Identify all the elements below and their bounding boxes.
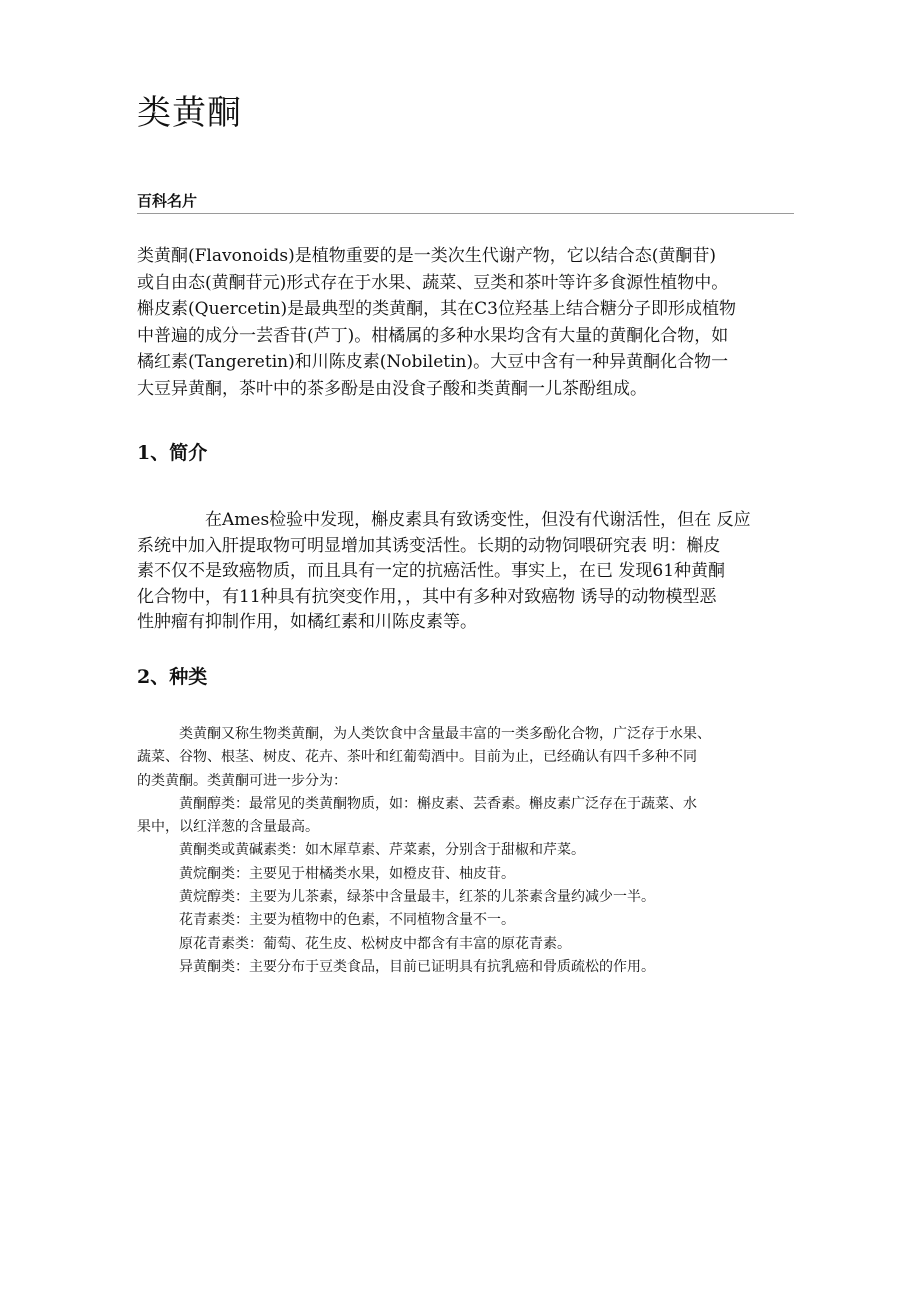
intro-line: 或自由态(黄酮苷元)形式存在于水果、蔬菜、豆类和茶叶等许多食源性植物中。 [137, 272, 729, 293]
type-item-flavanols: 黄烷醇类：主要为儿茶素，绿茶中含量最丰，红茶的儿茶素含量约减少一半。 [179, 889, 655, 906]
paragraph-line: 系统中加入肝提取物可明显增加其诱变活性。长期的动物饲喂研究表 明：槲皮 [137, 535, 721, 556]
type-item-anthocyanins: 花青素类：主要为植物中的色素，不同植物含量不一。 [179, 912, 515, 929]
intro-line: 槲皮素(Quercetin)是最典型的类黄酮，其在C3位羟基上结合糖分子即形成植物 [137, 299, 736, 319]
paragraph-line: 性肿瘤有抑制作用，如橘红素和川陈皮素等。 [137, 612, 477, 632]
paragraph-line: 素不仅不是致癌物质，而且具有一定的抗癌活性。事实上，在已 发现61种黄酮 [137, 561, 726, 581]
type-item-isoflavones: 异黄酮类：主要分布于豆类食品，目前已证明具有抗乳癌和骨质疏松的作用。 [179, 958, 655, 975]
paragraph-line: 类黄酮又称生物类黄酮，为人类饮食中含量最丰富的一类多酚化合物，广泛存于水果、 [179, 726, 711, 742]
paragraph-line: 蔬菜、谷物、根茎、树皮、花卉、茶叶和红葡萄酒中。目前为止，已经确认有四千多种不同 [137, 749, 697, 766]
intro-line: 橘红素(Tangeretin)和川陈皮素(Nobiletin)。大豆中含有一种异黄酮化合物一 [137, 352, 729, 372]
paragraph-line: 在Ames检验中发现，槲皮素具有致诱变性，但没有代谢活性，但在 反应 [205, 510, 751, 530]
type-item-flavonols: 黄酮醇类：最常见的类黄酮物质，如：槲皮素、芸香素。槲皮素广泛存在于蔬菜、水 [179, 795, 697, 812]
type-item-flavones: 黄酮类或黄碱素类：如木犀草素、芹菜素，分别含于甜椒和芹菜。 [179, 842, 585, 859]
intro-line: 中普遍的成分一芸香苷(芦丁)。柑橘属的多种水果均含有大量的黄酮化合物，如 [137, 325, 729, 346]
introduction-paragraph [137, 508, 794, 636]
intro-line: 类黄酮(Flavonoids)是植物重要的是一类次生代谢产物，它以结合态(黄酮苷) [137, 246, 716, 266]
section-heading-types: 2、种类 [137, 666, 208, 688]
type-item-flavanones: 黄烷酮类：主要见于柑橘类水果，如橙皮苷、柚皮苷。 [179, 865, 515, 882]
types-content [137, 723, 797, 979]
paragraph-line: 果中，以红洋葱的含量最高。 [137, 819, 319, 836]
paragraph-line: 化合物中，有11种具有抗突变作用，，其中有多种对致癌物 诱导的动物模型恶 [137, 586, 717, 607]
paragraph-line: 的类黄酮。类黄酮可进一步分为： [137, 772, 347, 789]
type-item-proanthocyanidins: 原花青素类：葡萄、花生皮、松树皮中都含有丰富的原花青素。 [179, 935, 571, 952]
intro-line: 大豆异黄酮，茶叶中的茶多酚是由没食子酸和类黄酮一儿茶酚组成。 [137, 378, 647, 399]
intro-paragraph [137, 243, 794, 402]
section-heading-introduction: 1、简介 [137, 442, 208, 464]
page-title: 类黄酮 [137, 93, 242, 133]
encyclopedia-card-heading: 百科名片 [137, 191, 794, 214]
